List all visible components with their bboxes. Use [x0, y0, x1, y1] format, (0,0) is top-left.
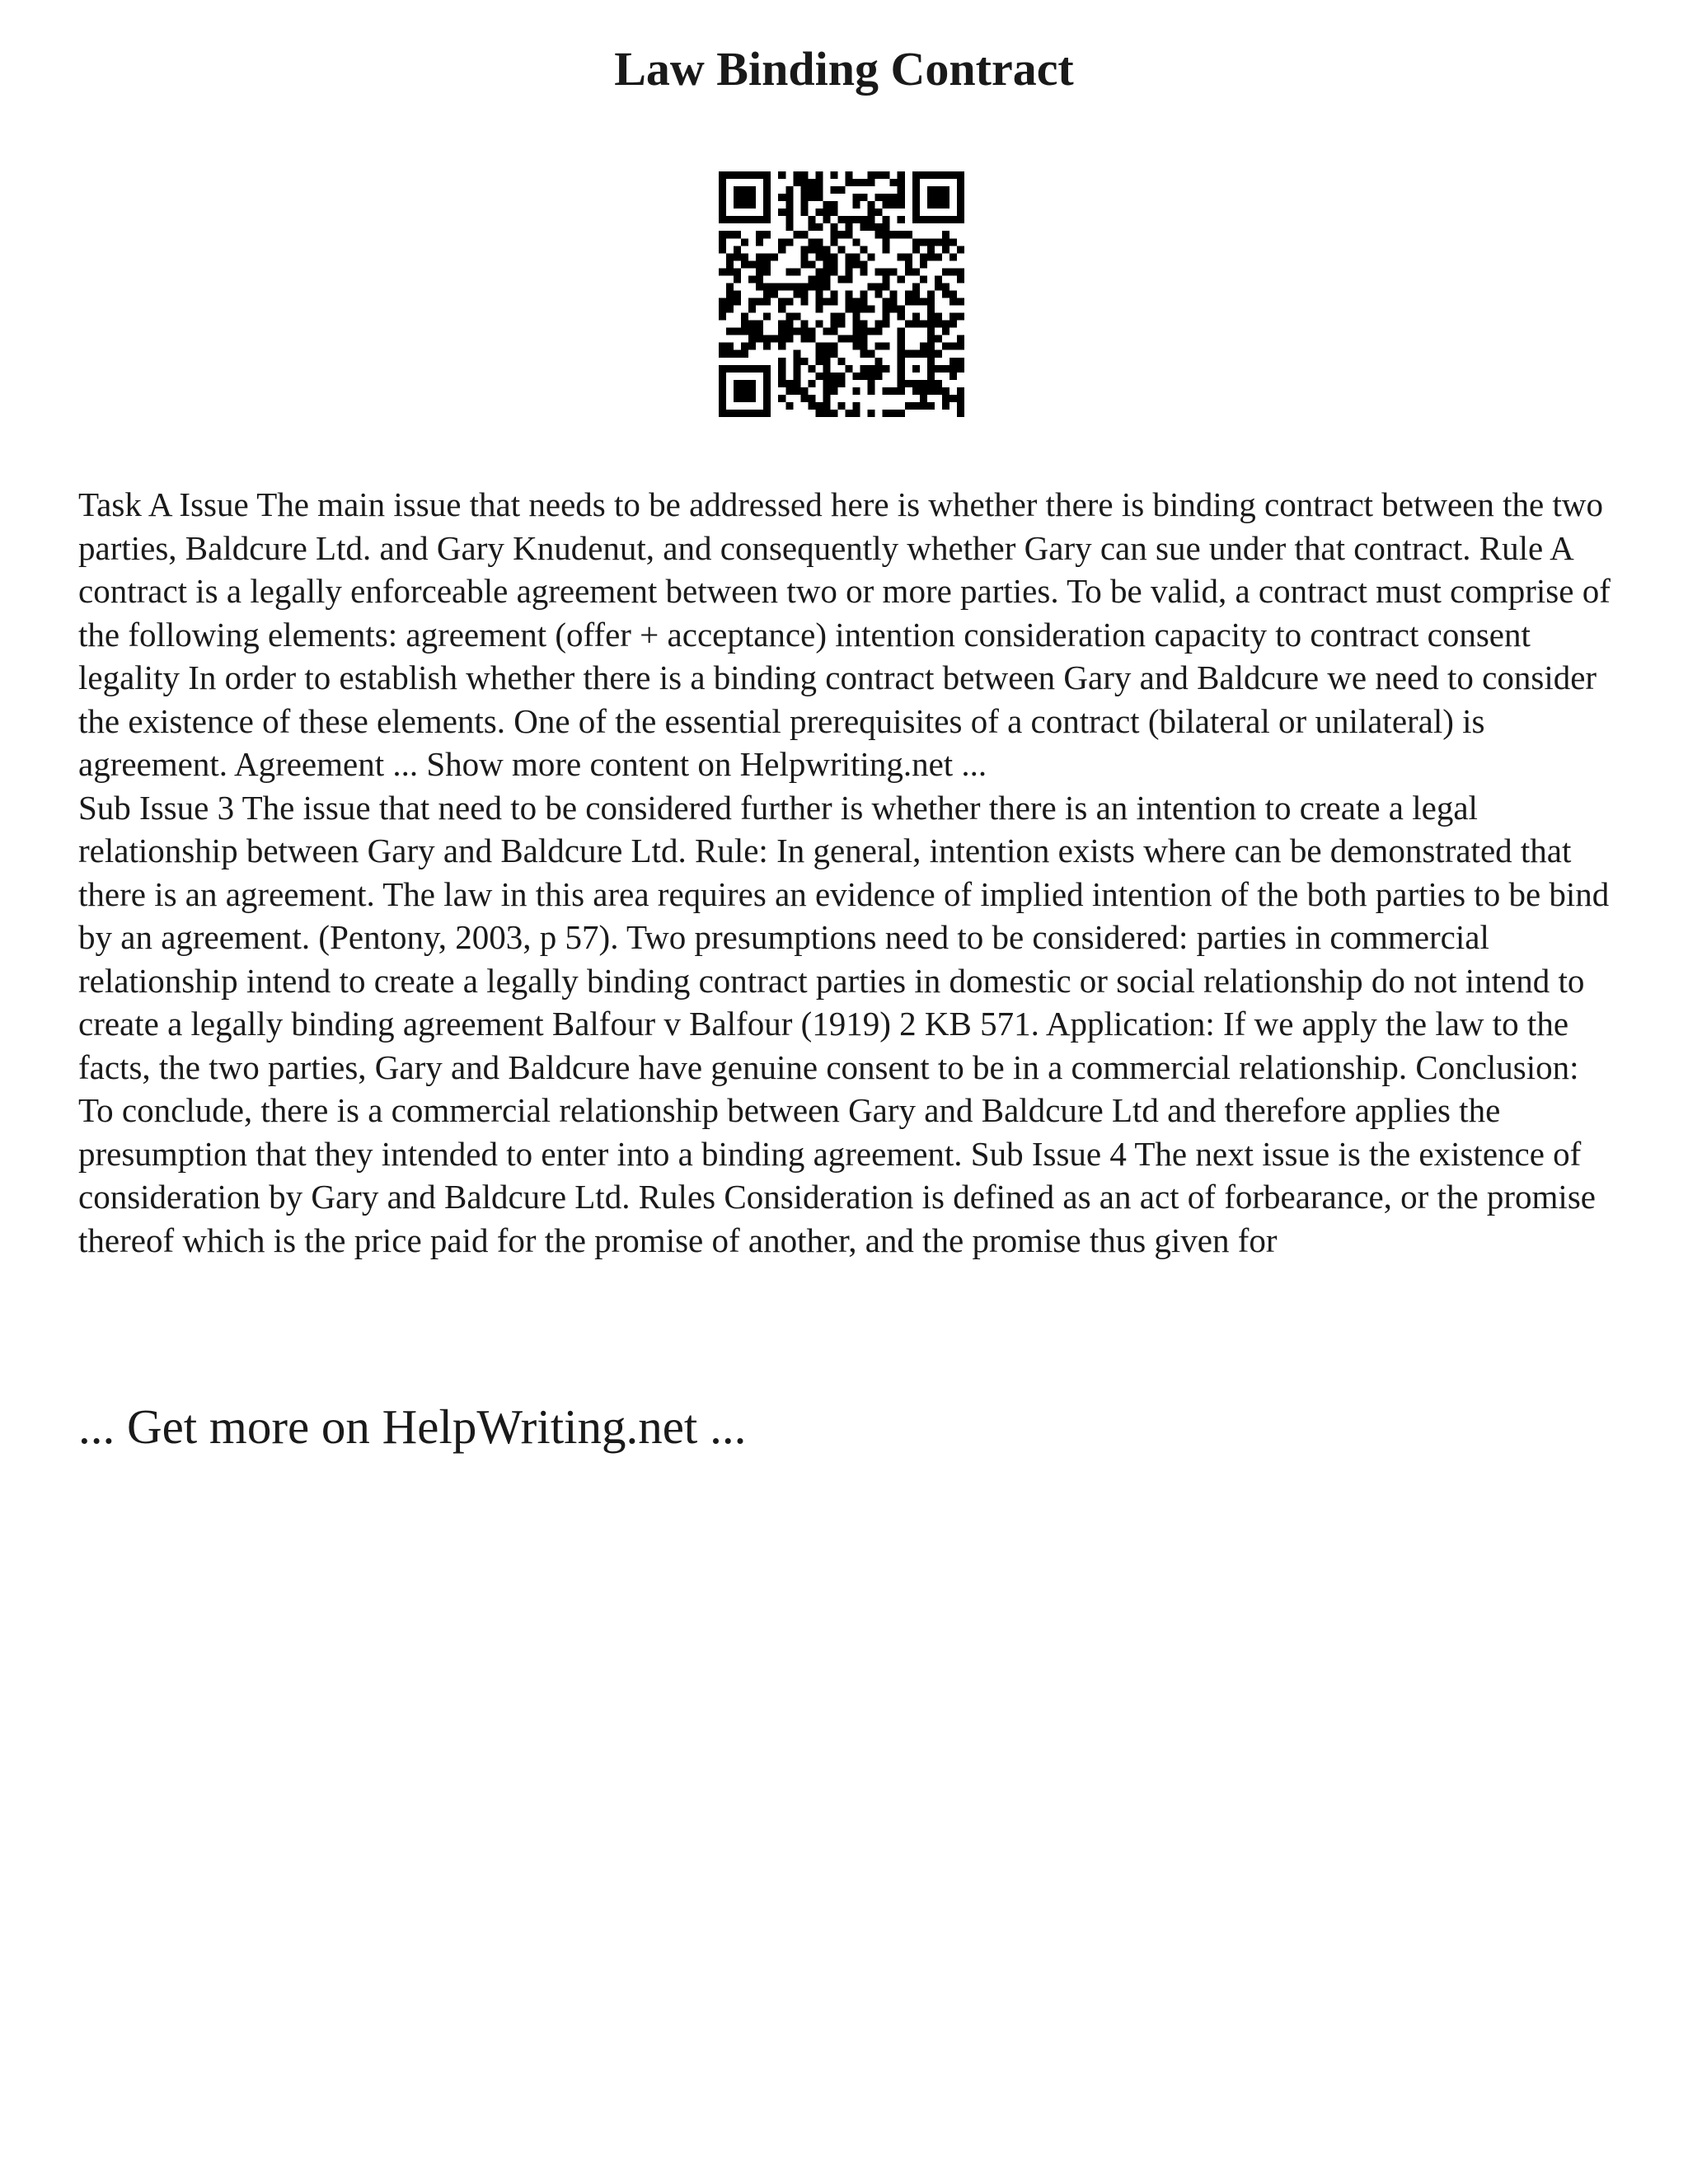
paragraph: Sub Issue 3 The issue that need to be considered further is whether there is an intention to create a legal relationship between Gary and Baldcure Ltd. Rule: In general, intention exists where can be demonstrated that there is an agreement. The law in this area requires an evidence of implied intention of the both parties to be bind by an agreement. (Pentony, 2003, p 57). Two presumptions need to be considered: parties in commercial relationship intend to create a legally binding contract parties in domestic or social relationship do not intend to create a legally binding agreement Balfour v Balfour (1919) 2 KB 571. Application: If we apply the law to the facts, the two parties, Gary and Baldcure have genuine consent to be in a commercial relationship. Conclusion: To conclude, there is a commercial relationship between Gary and Baldcure Ltd and therefore applies the presumption that they intended to enter into a binding agreement. Sub Issue 4 The next issue is the existence of consideration by Gary and Baldcure Ltd. Rules Consideration is defined as an act of forbearance, or the promise thereof which is the price paid for the promise of another, and the promise thus given for — [78, 788, 1610, 1259]
article-body — [78, 483, 1620, 1262]
get-more-link[interactable]: ... Get more on HelpWriting.net ... — [78, 1399, 747, 1454]
qr-code-icon — [719, 171, 964, 417]
page-title: Law Binding Contract — [614, 42, 1074, 96]
paragraph: Task A Issue The main issue that needs to be addressed here is whether there is binding contract between the two parties, Baldcure Ltd. and Gary Knudenut, and consequently whether Gary can sue under that contract. Rule A contract is a legally enforceable agreement between two or more parties. To be valid, a contract must comprise of the following elements: agreement (offer + acceptance) intention consideration capacity to contract consent legality In order to establish whether there is a binding contract between Gary and Baldcure we need to consider the existence of these elements. One of the essential prerequisites of a contract (bilateral or unilateral) is agreement. Agreement ... Show more content on Helpwriting.net ... — [78, 485, 1611, 783]
